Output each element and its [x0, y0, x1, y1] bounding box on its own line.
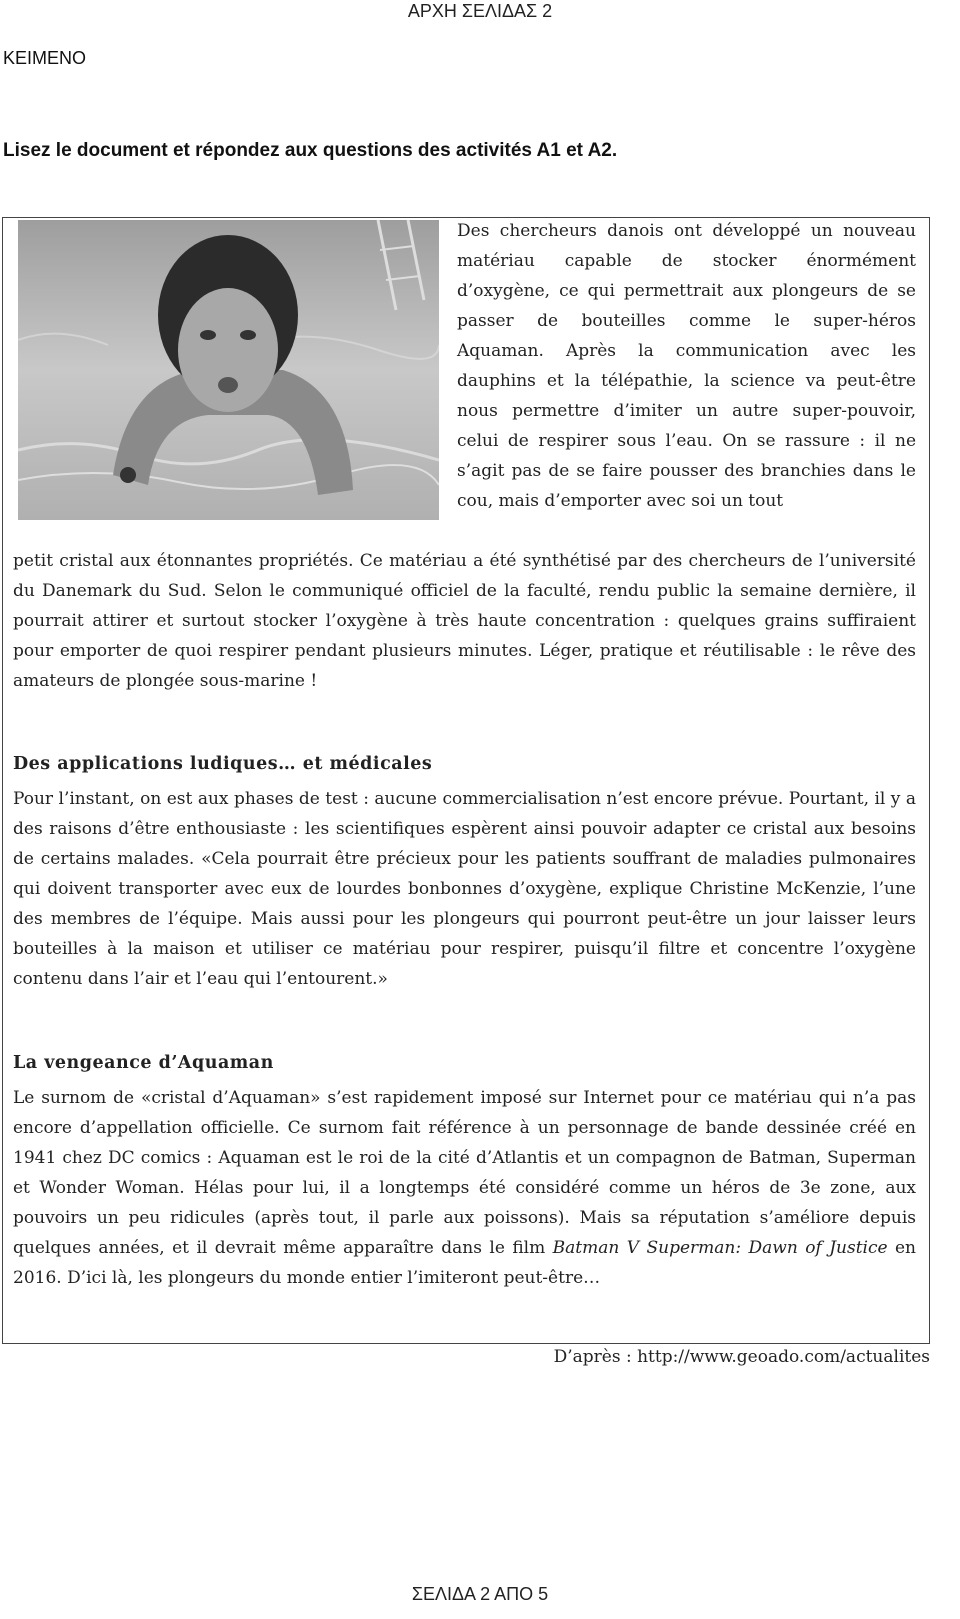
intro-paragraph: Des chercheurs danois ont développé un nouveau matériau capable de stocker énormément d’oxygène, ce qui permettrait aux plongeurs de se passer de bouteilles comme le super-héros Aquaman. Après la communication avec les dauphins et la télépathie, la science va peut-être nous permettre d’imiter un autre super-pouvoir, celui de respirer sous l’eau. On se rassure : il ne s’agit pas de se faire pousser des branchies dans le cou, mais d’emporter avec soi un tout	[457, 221, 916, 511]
instruction-text: Lisez le document et répondez aux questions des activités A1 et A2.	[3, 140, 618, 161]
swimmer-image-icon	[18, 220, 439, 520]
page-header: ΑΡΧΗ ΣΕΛΙΔΑΣ 2	[407, 1, 553, 21]
source-citation: D’après : http://www.geoado.com/actualites	[553, 1347, 930, 1367]
paragraph-vengeance-part2: en 2016. D’ici là, les plongeurs du monde entier l’imiteront peut-être…	[13, 1238, 916, 1288]
paragraph-applications: Pour l’instant, on est aux phases de test : aucune commercialisation n’est encore prévue. Pourtant, il y a des raisons d’être enthousiaste : les scientifiques espèrent ainsi pouvoir adapter ce cristal aux besoins de certains malades. «Cela pourrait être précieux pour les patients souffrant de maladies pulmonaires qui doivent transporter avec eux de lourdes bonbonnes d’oxygène, explique Christine McKenzie, l’une des membres de l’équipe. Mais aussi pour les plongeurs qui pourront peut-être un jour laisser leurs bouteilles à la maison et utiliser ce matériau pour respirer, puisqu’il filtre et concentre l’oxygène contenu dans l’air et l’eau qui l’entourent.»	[13, 789, 916, 989]
heading-applications: Des applications ludiques… et médicales	[13, 754, 433, 774]
heading-vengeance: La vengeance d’Aquaman	[13, 1053, 274, 1073]
swimmer-photo	[18, 220, 439, 520]
film-title: Batman V Superman: Dawn of Justice	[552, 1238, 888, 1258]
intro-paragraph-continued: petit cristal aux étonnantes propriétés. Ce matériau a été synthétisé par des chercheurs de l’université du Danemark du Sud. Selon le communiqué officiel de la faculté, rendu public la semaine dernière, il pourrait attirer et surtout stocker l’oxygène à très haute concentration : quelques grains suffiraient pour emporter de quoi respirer pendant plusieurs minutes. Léger, pratique et réutilisable : le rêve des amateurs de plongée sous-marine !	[13, 551, 916, 691]
paragraph-vengeance	[13, 1083, 916, 1293]
page-footer: ΣΕΛΙΔΑ 2 ΑΠΟ 5	[411, 1584, 549, 1604]
paragraph-vengeance-part1: Le surnom de «cristal d’Aquaman» s’est rapidement imposé sur Internet pour ce matériau qui n’a pas encore d’appellation officielle. Ce surnom fait référence à un personnage de bande dessinée créé en 1941 chez DC comics : Aquaman est le roi de la cité d’Atlantis et un compagnon de Batman, Superman et Wonder Woman. Hélas pour lui, il a longtemps été considéré comme un héros de 3e zone, aux pouvoirs un peu ridicules (après tout, il parle aux poissons). Mais sa réputation s’améliore depuis quelques années, et il devrait même apparaître dans le film	[13, 1088, 916, 1258]
section-label: ΚΕΙΜΕΝΟ	[3, 48, 87, 68]
